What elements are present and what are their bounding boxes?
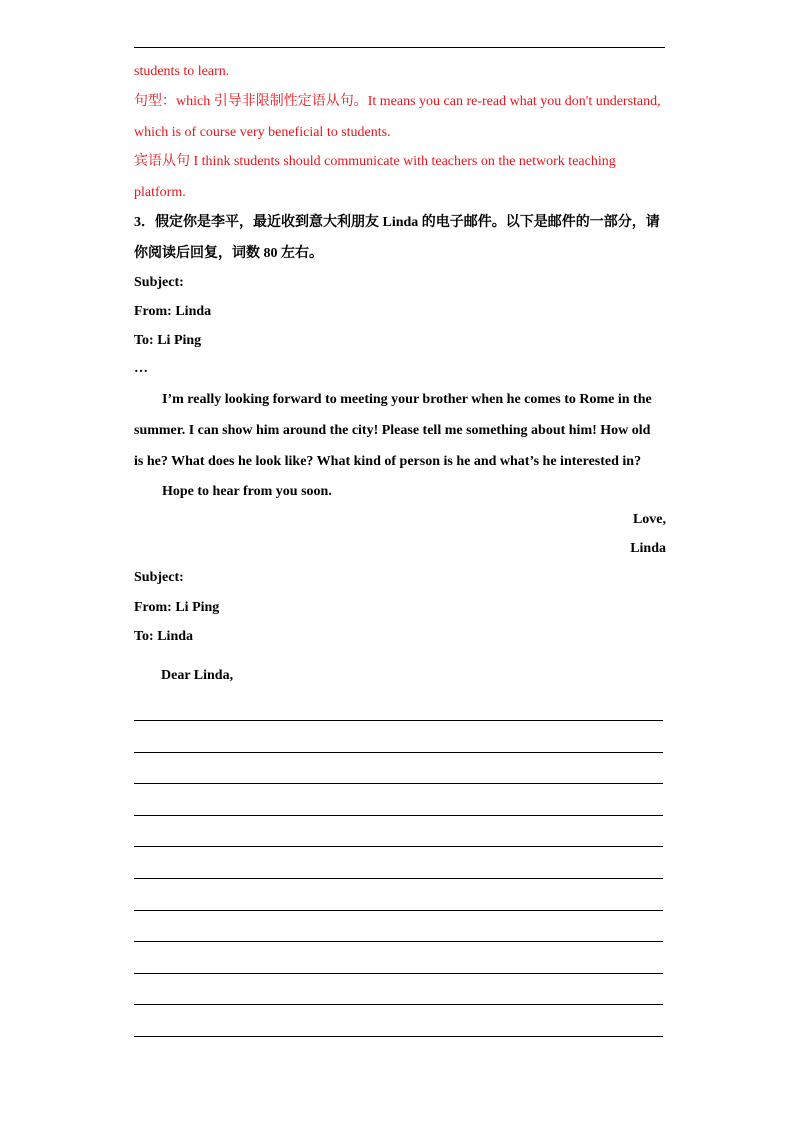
incoming-body-line-2: summer. I can show him around the city! Please tell me something about him! How old — [134, 423, 651, 438]
writing-line — [134, 783, 663, 784]
reply-greeting: Dear Linda, — [161, 668, 234, 683]
answer-line-1: students to learn. — [134, 64, 230, 79]
reply-to-label: To: Linda — [134, 629, 194, 644]
writing-line — [134, 846, 663, 847]
writing-line — [134, 720, 663, 721]
incoming-ellipsis: … — [134, 361, 148, 376]
writing-line — [134, 1036, 663, 1037]
top-rule — [134, 47, 665, 48]
incoming-body-line-4: Hope to hear from you soon. — [162, 484, 332, 499]
answer-line-2: 句型：which 引导非限制性定语从句。It means you can re-read what you don't understand, — [134, 94, 661, 109]
incoming-signoff: Love, — [632, 512, 666, 527]
incoming-signature: Linda — [630, 541, 666, 556]
writing-line — [134, 752, 663, 753]
incoming-subject-label: Subject: — [134, 275, 184, 290]
writing-line — [134, 878, 663, 879]
question-prompt-line-1: 3．假定你是李平，最近收到意大利朋友 Linda 的电子邮件。以下是邮件的一部分，请 — [134, 215, 660, 230]
writing-line — [134, 910, 663, 911]
answer-line-3: which is of course very beneficial to students. — [134, 125, 391, 140]
incoming-body-line-1: I’m really looking forward to meeting your brother when he comes to Rome in the — [162, 392, 652, 407]
answer-line-4: 宾语从句 I think students should communicate with teachers on the network teaching — [134, 154, 616, 169]
writing-line — [134, 1004, 663, 1005]
writing-line — [134, 815, 663, 816]
reply-from-label: From: Li Ping — [134, 600, 220, 615]
incoming-to-label: To: Li Ping — [134, 333, 202, 348]
writing-line — [134, 941, 663, 942]
writing-line — [134, 973, 663, 974]
reply-subject-label: Subject: — [134, 570, 184, 585]
incoming-from-label: From: Linda — [134, 304, 212, 319]
incoming-body-line-3: is he? What does he look like? What kind of person is he and what’s he interested in? — [134, 454, 642, 469]
answer-line-5: platform. — [134, 185, 186, 200]
question-prompt-line-2: 你阅读后回复，词数 80 左右。 — [134, 246, 323, 261]
